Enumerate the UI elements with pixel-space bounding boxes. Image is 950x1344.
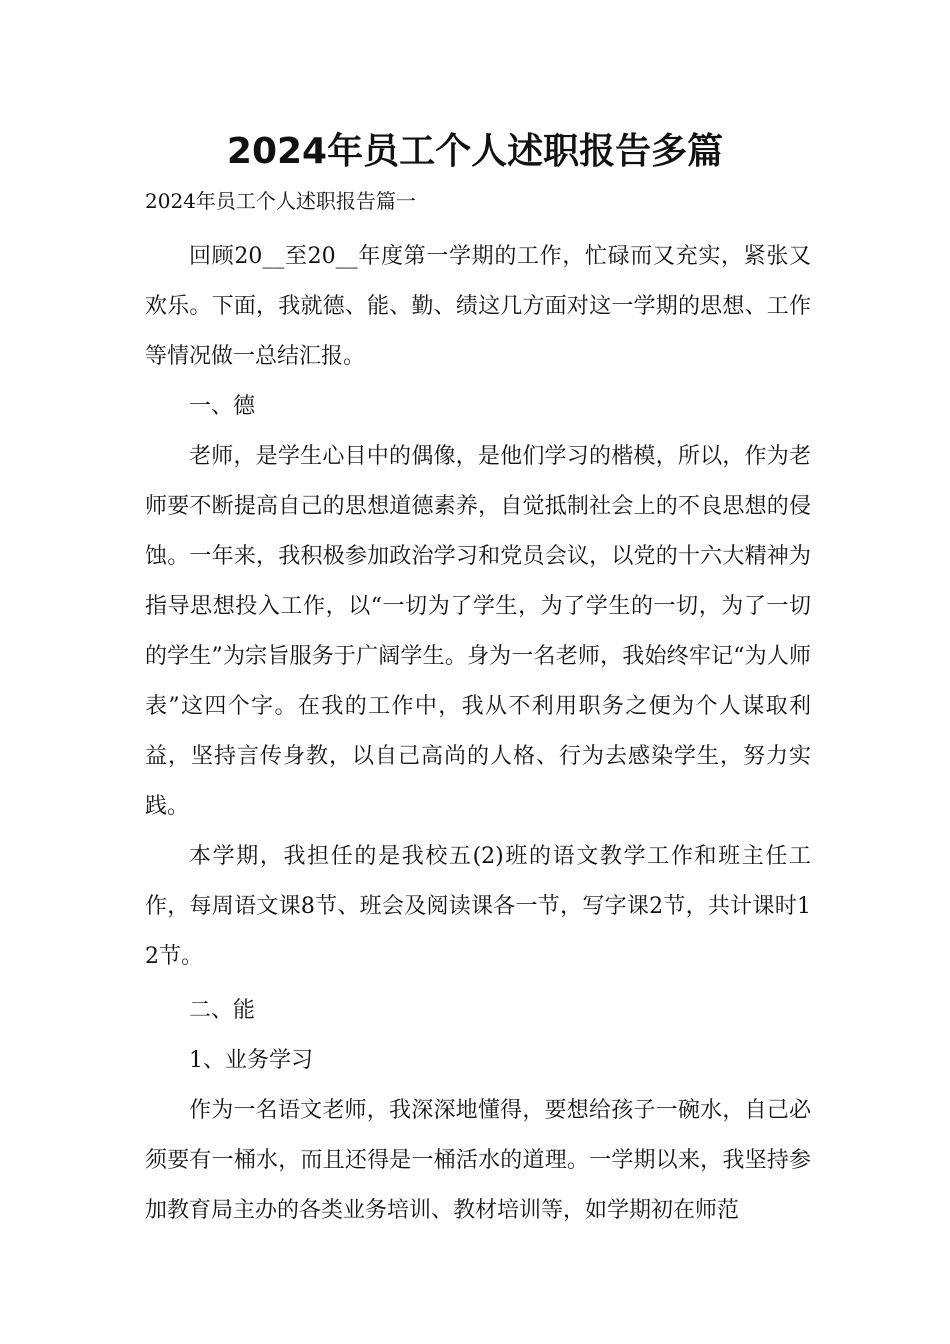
section-heading-neng: 二、能 <box>189 998 256 1023</box>
document-body <box>145 232 811 1236</box>
paragraph-teaching-load: 本学期，我担任的是我校五(2)班的语文教学工作和班主任工作，每周语文课8节、班会及阅读课各一节，写字课2节，共计课时12节。 <box>145 844 811 969</box>
paragraph-intro: 回顾20__至20__年度第一学期的工作，忙碌而又充实，紧张又欢乐。下面，我就德、能、勤、绩这几方面对这一学期的思想、工作等情况做一总结汇报。 <box>145 244 811 369</box>
document-subtitle: 2024年员工个人述职报告篇一 <box>145 189 416 213</box>
subsection-heading-study: 1、业务学习 <box>189 1048 313 1073</box>
paragraph-de: 老师，是学生心目中的偶像，是他们学习的楷模，所以，作为老师要不断提高自己的思想道德素养，自觉抵制社会上的不良思想的侵蚀。一年来，我积极参加政治学习和党员会议，以党的十六大精神为指导思想投入工作，以“一切为了学生，为了学生的一切，为了一切的学生”为宗旨服务于广阔学生。身为一名老师，我始终牢记“为人师表”这四个字。在我的工作中，我从不利用职务之便为个人谋取利益，坚持言传身教，以自己高尚的人格、行为去感染学生，努力实践。 <box>145 444 811 819</box>
document-title: 2024年员工个人述职报告多篇 <box>226 131 724 172</box>
section-heading-de: 一、德 <box>189 394 256 419</box>
paragraph-study: 作为一名语文老师，我深深地懂得，要想给孩子一碗水，自己必须要有一桶水，而且还得是一桶活水的道理。一学期以来，我坚持参加教育局主办的各类业务培训、教材培训等，如学期初在师范 <box>145 1098 811 1223</box>
